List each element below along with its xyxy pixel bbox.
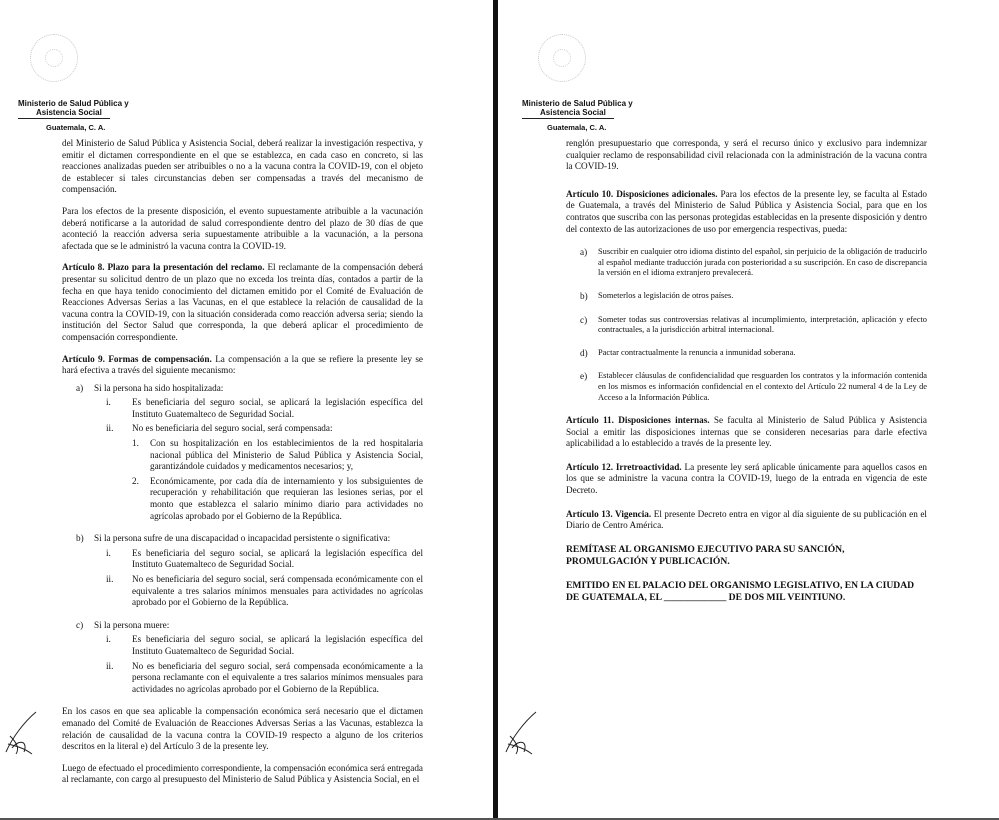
list-item [106, 634, 423, 657]
list-item-text: Es beneficiaria del seguro social, se aplicará la legislación específica del Instituto Guatemalteco de Seguridad Social. [132, 547, 423, 570]
ministry-seal-icon [30, 34, 78, 82]
list-item [76, 620, 423, 632]
closing-remitase: REMÍTASE AL ORGANISMO EJECUTIVO PARA SU SANCIÓN, PROMULGACIÓN Y PUBLICACIÓN. [566, 543, 845, 567]
list-marker: a) [76, 382, 84, 393]
list-item-text: No es beneficiaria del seguro social, será compensada económicamente a la persona reclamante con el equivalente a tres salarios mínimos mensuales para actividades no agrícolas aprobado por el Gobierno de la República. [132, 660, 423, 694]
list-marker: c) [76, 619, 84, 630]
ministry-seal-icon [538, 34, 586, 82]
list-item [132, 438, 423, 473]
article-title: Artículo 8. Plazo para la presentación del reclamo. [62, 262, 265, 273]
paragraph: renglón presupuestario que corresponda, y será el recurso único y exclusivo para indemnizar cualquier reclamo de responsabilidad civil relacionada con la administración de la vacuna contra la COVID-19. [566, 138, 927, 172]
article-text: El reclamante de la compensación deberá presentar su solicitud dentro de un plazo que no exceda los treinta días, contados a partir de la fecha en que haya tenido conocimiento del dictamen emitido por el Comité de Evaluación de Reacciones Adversas Serias a las Vacunas, en el que establece la relación de causalidad de la vacuna contra la COVID-19, con la situación considerada como reacción adversa seria; siendo la institución del Sector Salud que corresponda, la que deberá aplicar el procedimiento de compensación correspondiente. [62, 262, 423, 342]
article-text: La presente ley será aplicable únicamente para aquellos casos en los que se administre la vacuna contra la COVID-19, luego de la entrada en vigencia de este Decreto. [566, 461, 927, 496]
list-item [580, 315, 927, 336]
list-item-text: Es beneficiaria del seguro social, se aplicará la legislación específica del Instituto Guatemalteco de Seguridad Social. [132, 397, 423, 419]
list-item [580, 371, 927, 403]
list-marker: b) [76, 533, 84, 544]
list-item-text: Si la persona sufre de una discapacidad o incapacidad persistente o significativa: [94, 533, 391, 544]
list-item [106, 397, 423, 420]
article-text: La compensación a la que se refiere la presente ley se hará efectiva a través del siguiente mecanismo: [62, 353, 424, 376]
list-item [106, 661, 423, 696]
article-9 [62, 354, 423, 377]
ministry-header [522, 99, 633, 117]
ministry-name-line1: Ministerio de Salud Pública y [522, 99, 633, 108]
paragraph: del Ministerio de Salud Pública y Asistencia Social, deberá realizar la investigación respectiva, y emitir el dictamen correspondiente en el que se establezca, en cada caso en concreto, si las reacciones analizadas pueden ser atribuibles o no a la vacuna contra la COVID-19, con el objeto de establecer si tales circunstancias deben ser compensadas a través del mecanismo de compensación. [62, 138, 423, 195]
list-marker: d) [580, 347, 588, 358]
article-8 [62, 262, 423, 343]
list-marker: b) [580, 290, 588, 301]
list-marker: 1. [132, 438, 139, 449]
list-marker: ii. [106, 423, 114, 434]
article-10 [566, 189, 927, 235]
list-marker: a) [580, 247, 588, 258]
list-item [106, 574, 423, 609]
list-item [76, 533, 423, 545]
city-label: Guatemala, C. A. [46, 123, 106, 132]
provisions-list [566, 247, 927, 403]
header-rule [18, 118, 110, 119]
list-item-text: Establecer cláusulas de confidencialidad que resguarden los contratos y la información contenida en los mismos es información confidencial en el contexto del Artículo 22 numeral 4 de la Ley de Acceso a la Información Pública. [598, 371, 927, 402]
list-item [106, 423, 423, 435]
list-item-text: Someter todas sus controversias relativas al incumplimiento, interpretación, aplicación y efecto contractuales, a la jurisdicción arbitral internacional. [598, 314, 927, 335]
ministry-header [18, 99, 129, 117]
list-item-text: Económicamente, por cada día de internamiento y los subsiguientes de recuperación y rehabilitación que requieran las lesiones serias, por el monto que establezca el salario mínimo diario para actividades no agrícolas aprobado por el Gobierno de la República. [150, 475, 423, 521]
article-text: Se faculta al Ministerio de Salud Pública y Asistencia Social a emitir las disposiciones internas que se consideren necesarias para darle efectiva aplicabilidad a lo establecido a través de la presente ley. [566, 415, 928, 449]
article-title: Artículo 13. Vigencia. [566, 508, 652, 519]
ministry-name-line2: Asistencia Social [540, 108, 606, 117]
list-item-text: No es beneficiaria del seguro social, será compensada económicamente con el equivalente a tres salarios mínimos mensuales para actividades no agrícolas aprobado por el Gobierno de la República. [132, 574, 423, 608]
article-text: El presente Decreto entra en vigor al día siguiente de su publicación en el Diario de Centro América. [566, 508, 927, 531]
list-item [580, 291, 927, 303]
left-page [0, 0, 493, 820]
list-marker: i. [106, 634, 111, 645]
list-marker: 2. [132, 475, 139, 486]
list-marker: e) [580, 371, 588, 382]
list-marker: i. [106, 547, 111, 558]
list-item [132, 476, 423, 522]
paragraph: Luego de efectuado el procedimiento correspondiente, la compensación económica será entregada al reclamante, con cargo al presupuesto del Ministerio de Salud Pública y Asistencia Social, en el [62, 762, 423, 785]
city-label: Guatemala, C. A. [547, 123, 607, 132]
article-title: Artículo 11. Disposiciones internas. [566, 415, 710, 426]
list-marker: i. [106, 397, 111, 408]
handwritten-signature-icon [2, 708, 42, 758]
handwritten-signature-icon [502, 708, 542, 758]
article-11 [566, 415, 927, 450]
list-item-text: Someterlos a legislación de otros países. [598, 290, 734, 300]
right-page [498, 0, 999, 820]
article-13 [566, 509, 927, 532]
closing-emitido: EMITIDO EN EL PALACIO DEL ORGANISMO LEGISLATIVO, EN LA CIUDAD DE GUATEMALA, EL _____________ DE DOS MIL VEINTIUNO. [566, 579, 915, 603]
article-12 [566, 462, 927, 497]
header-rule [522, 118, 614, 119]
article-text: Para los efectos de la presente ley, se faculta al Estado de Guatemala, a través del Ministerio de Salud Pública y Asistencia Social, para que en los contratos que suscriba con las personas protegidas establecidas en la presente disposición y dentro del contexto de las autorizaciones de uso por emergencia respectivas, pueda: [566, 188, 928, 234]
list-item [76, 383, 423, 395]
list-item [580, 247, 927, 279]
list-item-text: Pactar contractualmente la renuncia a inmunidad soberana. [598, 347, 796, 357]
list-marker: c) [580, 314, 588, 325]
list-item-text: Suscribir en cualquier otro idioma distinto del español, sin perjuicio de la obligación de traducirlo al español mediante traducción jurada con posterioridad a su suscripción. En caso de discrepancia la versión en el idioma extranjero prevalecerá. [598, 247, 927, 278]
list-item-text: Si la persona ha sido hospitalizada: [94, 382, 224, 393]
article-title: Artículo 10. Disposiciones adicionales. [566, 188, 718, 199]
list-item [580, 348, 927, 360]
ministry-name-line1: Ministerio de Salud Pública y [18, 99, 129, 108]
list-marker: ii. [106, 660, 114, 671]
right-page-body [566, 138, 927, 616]
paragraph: En los casos en que sea aplicable la compensación económica será necesario que el dictamen emanado del Comité de Evaluación de Reacciones Adversas Serias a las Vacunas, establezca la relación de causalidad de la vacuna contra la COVID-19 respecto a alguno de los criterios descritos en la literal e) del Artículo 3 de la presente ley. [62, 706, 423, 752]
paragraph: Para los efectos de la presente disposición, el evento supuestamente atribuible a la vacunación deberá notificarse a la autoridad de salud correspondiente dentro del plazo de 30 días de que aconteció la reacción adversa seria supuestamente atribuible a la vacunación, a la persona afectada que se le administró la vacuna contra la COVID-19. [62, 205, 423, 251]
list-item-text: Si la persona muere: [94, 619, 170, 630]
list-item-text: Con su hospitalización en los establecimientos de la red hospitalaria nacional pública del Ministerio de Salud Pública y Asistencia Social, garantizándole cuidados y medicamentos necesarios; y, [150, 438, 423, 472]
list-item [106, 548, 423, 571]
article-title: Artículo 9. Formas de compensación. [62, 353, 212, 364]
list-item-text: No es beneficiaria del seguro social, será compensada: [132, 423, 333, 434]
left-page-body [62, 138, 423, 796]
ministry-name-line2: Asistencia Social [36, 108, 102, 117]
article-title: Artículo 12. Irretroactividad. [566, 461, 682, 472]
list-item-text: Es beneficiaria del seguro social, se aplicará la legislación específica del Instituto Guatemalteco de Seguridad Social. [132, 634, 423, 656]
list-marker: ii. [106, 574, 114, 584]
